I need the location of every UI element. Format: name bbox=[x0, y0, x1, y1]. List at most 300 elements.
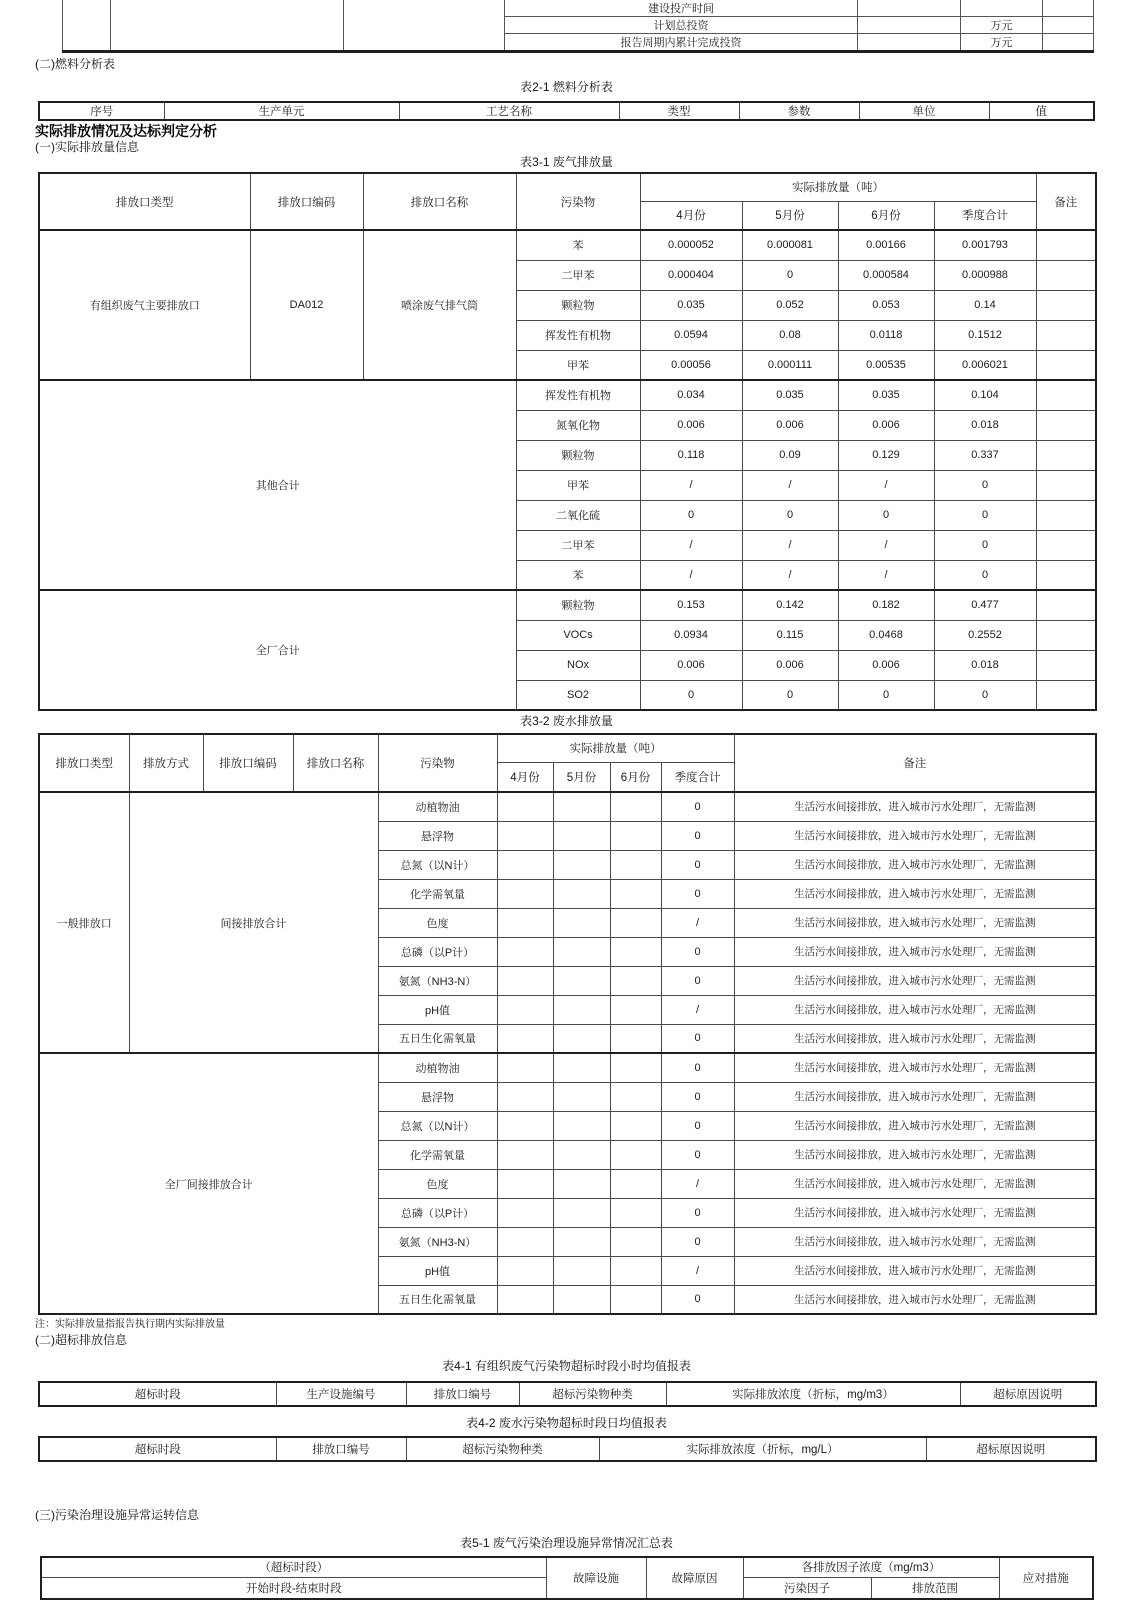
column-header: 排放口类型 bbox=[39, 173, 250, 230]
exceed-section-heading: (二)超标排放信息 bbox=[35, 1333, 127, 1347]
empty-cell bbox=[63, 0, 111, 52]
quarter-total-cell: 0 bbox=[661, 879, 734, 908]
table-row bbox=[39, 1053, 1096, 1082]
outlet-group-cell: 间接排放合计 bbox=[129, 792, 378, 1053]
column-header: 超标污染物种类 bbox=[406, 1437, 599, 1461]
value-cell: 0.142 bbox=[742, 590, 838, 620]
quarter-total-cell: 0 bbox=[661, 1198, 734, 1227]
value-cell bbox=[553, 937, 610, 966]
period-header: 4月份 bbox=[640, 201, 742, 230]
empty-cell bbox=[111, 0, 344, 52]
column-header: 排放口编码 bbox=[250, 173, 363, 230]
investment-summary-table bbox=[62, 0, 1094, 53]
remark-cell bbox=[1036, 470, 1096, 500]
table2-1-caption: 表2-1 燃料分析表 bbox=[520, 80, 613, 94]
quarter-total-cell: / bbox=[661, 995, 734, 1024]
value-cell: 0.006 bbox=[742, 650, 838, 680]
value-cell bbox=[610, 1024, 661, 1053]
pollutant-cell: 悬浮物 bbox=[378, 821, 497, 850]
quarter-total-cell: 0 bbox=[661, 1140, 734, 1169]
pollutant-cell: 苯 bbox=[516, 560, 640, 590]
table3-2-caption: 表3-2 废水排放量 bbox=[520, 714, 613, 728]
remark-cell bbox=[1036, 620, 1096, 650]
exceed-period-header: （超标时段） bbox=[41, 1557, 546, 1577]
remark-cell bbox=[1036, 260, 1096, 290]
remark-cell bbox=[1036, 320, 1096, 350]
water-exceed-table bbox=[38, 1436, 1097, 1462]
remark-cell bbox=[1036, 350, 1096, 380]
value-cell bbox=[858, 17, 961, 34]
value-cell bbox=[497, 850, 553, 879]
column-header: 排放口编号 bbox=[276, 1437, 406, 1461]
emission-range-header: 排放范围 bbox=[871, 1577, 999, 1599]
column-header: 排放口类型 bbox=[39, 734, 129, 792]
pollutant-cell: 总磷（以P计） bbox=[378, 1198, 497, 1227]
pollutant-cell: 五日生化需氧量 bbox=[378, 1024, 497, 1053]
value-cell bbox=[497, 908, 553, 937]
table3-1-caption: 表3-1 废气排放量 bbox=[520, 155, 613, 169]
value-cell: 0.000081 bbox=[742, 230, 838, 260]
quarter-total-cell: 0 bbox=[661, 792, 734, 821]
table4-1-caption: 表4-1 有组织废气污染物超标时段小时均值报表 bbox=[442, 1359, 691, 1373]
table-row bbox=[39, 380, 1096, 410]
remark-cell: 生活污水间接排放，进入城市污水处理厂，无需监测 bbox=[734, 1285, 1096, 1314]
value-cell bbox=[497, 937, 553, 966]
value-cell bbox=[553, 1053, 610, 1082]
remark-cell: 生活污水间接排放，进入城市污水处理厂，无需监测 bbox=[734, 966, 1096, 995]
fuel-analysis-table bbox=[38, 101, 1095, 121]
table-row bbox=[39, 792, 1096, 821]
value-cell: 0.006 bbox=[742, 410, 838, 440]
value-cell: 0.006 bbox=[838, 650, 934, 680]
quarter-total-cell: 0 bbox=[661, 937, 734, 966]
value-cell bbox=[610, 1140, 661, 1169]
period-header: 5月份 bbox=[742, 201, 838, 230]
value-cell bbox=[1043, 17, 1094, 34]
value-cell: / bbox=[742, 530, 838, 560]
emission-section-heading: 实际排放情况及达标判定分析 bbox=[35, 123, 217, 139]
pollutant-cell: 悬浮物 bbox=[378, 1082, 497, 1111]
remark-cell: 生活污水间接排放，进入城市污水处理厂，无需监测 bbox=[734, 1111, 1096, 1140]
remark-cell: 生活污水间接排放，进入城市污水处理厂，无需监测 bbox=[734, 995, 1096, 1024]
pollutant-cell: 二氧化硫 bbox=[516, 500, 640, 530]
fault-facility-header: 故障设施 bbox=[546, 1557, 646, 1599]
pollutant-cell: 二甲苯 bbox=[516, 530, 640, 560]
value-cell: / bbox=[742, 560, 838, 590]
value-cell: / bbox=[838, 470, 934, 500]
gas-emission-table bbox=[38, 172, 1097, 711]
value-cell: 0.000404 bbox=[640, 260, 742, 290]
pollutant-cell: 颗粒物 bbox=[516, 290, 640, 320]
value-cell bbox=[497, 1082, 553, 1111]
value-cell bbox=[610, 879, 661, 908]
quarter-total-cell: 0 bbox=[661, 850, 734, 879]
value-cell bbox=[610, 1082, 661, 1111]
unit-cell bbox=[961, 0, 1043, 17]
column-header: 污染物 bbox=[516, 173, 640, 230]
column-header: 超标原因说明 bbox=[960, 1382, 1096, 1406]
value-cell bbox=[497, 821, 553, 850]
amount-header: 实际排放量（吨） bbox=[640, 173, 1036, 201]
value-cell: 0.006 bbox=[838, 410, 934, 440]
header-row bbox=[39, 102, 1094, 120]
outlet-group-cell: 全厂合计 bbox=[39, 590, 516, 710]
column-header: 工艺名称 bbox=[399, 102, 619, 120]
value-cell: 0.035 bbox=[838, 380, 934, 410]
value-cell bbox=[610, 966, 661, 995]
table-row bbox=[39, 230, 1096, 260]
period-header: 季度合计 bbox=[661, 762, 734, 792]
treatment-abnormal-table bbox=[40, 1556, 1094, 1600]
remark-cell: 生活污水间接排放，进入城市污水处理厂，无需监测 bbox=[734, 1169, 1096, 1198]
header-row bbox=[41, 1557, 1093, 1577]
value-cell bbox=[497, 995, 553, 1024]
pollutant-cell: 五日生化需氧量 bbox=[378, 1285, 497, 1314]
value-cell: 0.477 bbox=[934, 590, 1036, 620]
column-header: 超标原因说明 bbox=[926, 1437, 1096, 1461]
pollutant-cell: NOx bbox=[516, 650, 640, 680]
value-cell bbox=[553, 908, 610, 937]
value-cell bbox=[553, 879, 610, 908]
value-cell: 0.053 bbox=[838, 290, 934, 320]
quarter-total-cell: 0 bbox=[661, 1111, 734, 1140]
fuel-section-heading: (二)燃料分析表 bbox=[35, 57, 115, 71]
value-cell bbox=[610, 1227, 661, 1256]
column-header: 排放方式 bbox=[129, 734, 203, 792]
value-cell: 0.035 bbox=[640, 290, 742, 320]
pollutant-cell: 化学需氧量 bbox=[378, 1140, 497, 1169]
quarter-total-cell: 0 bbox=[661, 1227, 734, 1256]
remark-cell bbox=[1036, 410, 1096, 440]
value-cell: 0.00166 bbox=[838, 230, 934, 260]
gas-exceed-table bbox=[38, 1381, 1097, 1407]
value-cell: / bbox=[742, 470, 838, 500]
value-cell bbox=[497, 1256, 553, 1285]
value-cell: 0.018 bbox=[934, 410, 1036, 440]
remark-header: 备注 bbox=[734, 734, 1096, 792]
quarter-total-cell: 0 bbox=[661, 1285, 734, 1314]
table-row bbox=[39, 590, 1096, 620]
value-cell: 0.129 bbox=[838, 440, 934, 470]
pollutant-cell: pH值 bbox=[378, 995, 497, 1024]
value-cell: 0.006021 bbox=[934, 350, 1036, 380]
quarter-total-cell: 0 bbox=[661, 1053, 734, 1082]
remark-cell: 生活污水间接排放，进入城市污水处理厂，无需监测 bbox=[734, 850, 1096, 879]
value-cell bbox=[553, 1227, 610, 1256]
value-cell: 0 bbox=[934, 470, 1036, 500]
pollutant-cell: VOCs bbox=[516, 620, 640, 650]
remark-cell bbox=[1036, 530, 1096, 560]
column-header: 超标时段 bbox=[39, 1437, 276, 1461]
pollutant-cell: 氨氮（NH3-N） bbox=[378, 966, 497, 995]
unit-cell: 万元 bbox=[961, 17, 1043, 34]
outlet-group-cell: 全厂间接排放合计 bbox=[39, 1053, 378, 1314]
value-cell bbox=[610, 995, 661, 1024]
value-cell: 0.000988 bbox=[934, 260, 1036, 290]
value-cell bbox=[858, 0, 961, 17]
value-cell bbox=[553, 1198, 610, 1227]
value-cell: 0.0118 bbox=[838, 320, 934, 350]
value-cell: 0.000052 bbox=[640, 230, 742, 260]
value-cell: 0.118 bbox=[640, 440, 742, 470]
remark-cell: 生活污水间接排放，进入城市污水处理厂，无需监测 bbox=[734, 879, 1096, 908]
outlet-code-cell: DA012 bbox=[250, 230, 363, 380]
remark-cell bbox=[1036, 560, 1096, 590]
field-label-cell: 计划总投资 bbox=[505, 17, 858, 34]
value-cell bbox=[858, 34, 961, 52]
value-cell bbox=[497, 1227, 553, 1256]
remark-cell: 生活污水间接排放，进入城市污水处理厂，无需监测 bbox=[734, 792, 1096, 821]
column-header: 超标时段 bbox=[39, 1382, 276, 1406]
value-cell bbox=[610, 1053, 661, 1082]
remark-cell: 生活污水间接排放，进入城市污水处理厂，无需监测 bbox=[734, 1024, 1096, 1053]
value-cell: 0.001793 bbox=[934, 230, 1036, 260]
field-label-cell: 报告周期内累计完成投资 bbox=[505, 34, 858, 52]
pollutant-cell: 氮氧化物 bbox=[516, 410, 640, 440]
outlet-group-cell: 其他合计 bbox=[39, 380, 516, 590]
pollutant-cell: 动植物油 bbox=[378, 1053, 497, 1082]
pollutant-cell: 总氮（以N计） bbox=[378, 850, 497, 879]
remark-cell bbox=[1036, 680, 1096, 710]
period-header: 5月份 bbox=[553, 762, 610, 792]
value-cell: 0.153 bbox=[640, 590, 742, 620]
column-header: 单位 bbox=[859, 102, 989, 120]
pollutant-cell: 苯 bbox=[516, 230, 640, 260]
column-header: 类型 bbox=[619, 102, 739, 120]
value-cell: 0.0934 bbox=[640, 620, 742, 650]
column-header: 排放口名称 bbox=[293, 734, 378, 792]
remark-cell: 生活污水间接排放，进入城市污水处理厂，无需监测 bbox=[734, 821, 1096, 850]
value-cell: 0.034 bbox=[640, 380, 742, 410]
value-cell bbox=[553, 1111, 610, 1140]
pollutant-cell: 动植物油 bbox=[378, 792, 497, 821]
value-cell: / bbox=[640, 530, 742, 560]
value-cell: 0.104 bbox=[934, 380, 1036, 410]
column-header: 值 bbox=[989, 102, 1094, 120]
value-cell: 0 bbox=[742, 680, 838, 710]
outlet-type-cell: 一般排放口 bbox=[39, 792, 129, 1053]
column-header: 污染物 bbox=[378, 734, 497, 792]
value-cell bbox=[610, 908, 661, 937]
value-cell bbox=[497, 966, 553, 995]
pollutant-cell: 挥发性有机物 bbox=[516, 320, 640, 350]
period-detail-header: 开始时段-结束时段 bbox=[41, 1577, 546, 1599]
pollutant-cell: 总氮（以N计） bbox=[378, 1111, 497, 1140]
value-cell: 0 bbox=[838, 680, 934, 710]
value-cell bbox=[610, 792, 661, 821]
value-cell bbox=[610, 1111, 661, 1140]
period-header: 6月份 bbox=[610, 762, 661, 792]
quarter-total-cell: 0 bbox=[661, 1024, 734, 1053]
water-emission-table bbox=[38, 733, 1097, 1315]
column-header: 排放口编号 bbox=[406, 1382, 519, 1406]
value-cell bbox=[1043, 34, 1094, 52]
value-cell bbox=[497, 1140, 553, 1169]
pollutant-cell: 色度 bbox=[378, 1169, 497, 1198]
remark-cell bbox=[1036, 590, 1096, 620]
value-cell bbox=[497, 792, 553, 821]
quarter-total-cell: 0 bbox=[661, 1082, 734, 1111]
remark-cell bbox=[1036, 440, 1096, 470]
value-cell: 0.115 bbox=[742, 620, 838, 650]
value-cell: 0.035 bbox=[742, 380, 838, 410]
remark-cell: 生活污水间接排放，进入城市污水处理厂，无需监测 bbox=[734, 908, 1096, 937]
header-row bbox=[39, 173, 1096, 201]
value-cell: 0.2552 bbox=[934, 620, 1036, 650]
value-cell bbox=[610, 937, 661, 966]
value-cell: / bbox=[838, 560, 934, 590]
remark-cell: 生活污水间接排放，进入城市污水处理厂，无需监测 bbox=[734, 937, 1096, 966]
remark-cell: 生活污水间接排放，进入城市污水处理厂，无需监测 bbox=[734, 1256, 1096, 1285]
quarter-total-cell: 0 bbox=[661, 821, 734, 850]
value-cell: 0.0594 bbox=[640, 320, 742, 350]
emission-note: 注：实际排放量指报告执行期内实际排放量 bbox=[35, 1319, 225, 1330]
value-cell bbox=[553, 821, 610, 850]
pollutant-cell: 色度 bbox=[378, 908, 497, 937]
pollutant-cell: 甲苯 bbox=[516, 470, 640, 500]
value-cell bbox=[497, 1053, 553, 1082]
value-cell: 0.00535 bbox=[838, 350, 934, 380]
value-cell bbox=[553, 1140, 610, 1169]
value-cell bbox=[610, 1285, 661, 1314]
value-cell: / bbox=[640, 470, 742, 500]
pollutant-cell: 颗粒物 bbox=[516, 440, 640, 470]
field-label-cell: 建设投产时间 bbox=[505, 0, 858, 17]
column-header: 排放口编码 bbox=[203, 734, 293, 792]
value-cell: 0.018 bbox=[934, 650, 1036, 680]
value-cell: 0.006 bbox=[640, 650, 742, 680]
value-cell: 0 bbox=[640, 680, 742, 710]
value-cell bbox=[497, 1169, 553, 1198]
header-row bbox=[39, 734, 1096, 762]
column-header: 超标污染物种类 bbox=[519, 1382, 666, 1406]
pollutant-cell: 二甲苯 bbox=[516, 260, 640, 290]
value-cell bbox=[553, 792, 610, 821]
period-header: 季度合计 bbox=[934, 201, 1036, 230]
value-cell bbox=[610, 821, 661, 850]
value-cell bbox=[497, 1198, 553, 1227]
value-cell bbox=[553, 1024, 610, 1053]
value-cell bbox=[553, 1285, 610, 1314]
outlet-name-cell: 喷涂废气排气筒 bbox=[363, 230, 516, 380]
value-cell: 0.182 bbox=[838, 590, 934, 620]
abnormal-section-heading: (三)污染治理设施异常运转信息 bbox=[35, 1508, 199, 1522]
emission-sub-heading: (一)实际排放量信息 bbox=[35, 140, 139, 154]
table5-1-caption: 表5-1 废气污染治理设施异常情况汇总表 bbox=[460, 1536, 673, 1550]
outlet-type-cell: 有组织废气主要排放口 bbox=[39, 230, 250, 380]
value-cell: 0 bbox=[640, 500, 742, 530]
column-header: 实际排放浓度（折标，mg/m3） bbox=[666, 1382, 960, 1406]
value-cell: 0 bbox=[934, 560, 1036, 590]
remark-header: 备注 bbox=[1036, 173, 1096, 230]
value-cell bbox=[497, 879, 553, 908]
remark-cell: 生活污水间接排放，进入城市污水处理厂，无需监测 bbox=[734, 1082, 1096, 1111]
remark-cell bbox=[1036, 650, 1096, 680]
column-header: 生产单元 bbox=[164, 102, 399, 120]
amount-header: 实际排放量（吨） bbox=[497, 734, 734, 762]
pollutant-cell: 甲苯 bbox=[516, 350, 640, 380]
value-cell: 0 bbox=[934, 680, 1036, 710]
remark-cell bbox=[1036, 380, 1096, 410]
value-cell bbox=[497, 1285, 553, 1314]
pollutant-cell: 挥发性有机物 bbox=[516, 380, 640, 410]
value-cell: 0.000111 bbox=[742, 350, 838, 380]
fault-reason-header: 故障原因 bbox=[646, 1557, 743, 1599]
column-header: 实际排放浓度（折标，mg/L） bbox=[599, 1437, 926, 1461]
pollutant-cell: pH值 bbox=[378, 1256, 497, 1285]
table-row bbox=[63, 0, 1094, 17]
pollutant-cell: SO2 bbox=[516, 680, 640, 710]
value-cell: 0.08 bbox=[742, 320, 838, 350]
value-cell: / bbox=[640, 560, 742, 590]
unit-cell: 万元 bbox=[961, 34, 1043, 52]
response-header: 应对措施 bbox=[999, 1557, 1093, 1599]
value-cell bbox=[553, 966, 610, 995]
column-header: 排放口名称 bbox=[363, 173, 516, 230]
value-cell bbox=[553, 1256, 610, 1285]
value-cell bbox=[553, 1169, 610, 1198]
value-cell bbox=[610, 850, 661, 879]
value-cell bbox=[497, 1024, 553, 1053]
value-cell: 0 bbox=[742, 260, 838, 290]
empty-cell bbox=[344, 0, 505, 52]
pollutant-cell: 氨氮（NH3-N） bbox=[378, 1227, 497, 1256]
quarter-total-cell: 0 bbox=[661, 966, 734, 995]
value-cell: 0.337 bbox=[934, 440, 1036, 470]
remark-cell: 生活污水间接排放，进入城市污水处理厂，无需监测 bbox=[734, 1140, 1096, 1169]
value-cell bbox=[610, 1198, 661, 1227]
value-cell: 0 bbox=[934, 500, 1036, 530]
pollutant-cell: 总磷（以P计） bbox=[378, 937, 497, 966]
value-cell: 0.1512 bbox=[934, 320, 1036, 350]
value-cell bbox=[553, 850, 610, 879]
column-header: 生产设施编号 bbox=[276, 1382, 406, 1406]
quarter-total-cell: / bbox=[661, 908, 734, 937]
header-row bbox=[39, 1382, 1096, 1406]
value-cell bbox=[497, 1111, 553, 1140]
value-cell: 0.00056 bbox=[640, 350, 742, 380]
value-cell: 0.14 bbox=[934, 290, 1036, 320]
value-cell: 0.0468 bbox=[838, 620, 934, 650]
value-cell bbox=[553, 1082, 610, 1111]
quarter-total-cell: / bbox=[661, 1169, 734, 1198]
pollutant-factor-header: 污染因子 bbox=[743, 1577, 871, 1599]
value-cell: 0 bbox=[838, 500, 934, 530]
value-cell: 0 bbox=[742, 500, 838, 530]
remark-cell bbox=[1036, 230, 1096, 260]
period-header: 6月份 bbox=[838, 201, 934, 230]
column-header: 序号 bbox=[39, 102, 164, 120]
quarter-total-cell: / bbox=[661, 1256, 734, 1285]
value-cell bbox=[553, 995, 610, 1024]
remark-cell bbox=[1036, 290, 1096, 320]
factor-concentration-header: 各排放因子浓度（mg/m3） bbox=[743, 1557, 999, 1577]
value-cell bbox=[610, 1169, 661, 1198]
value-cell: 0.006 bbox=[640, 410, 742, 440]
remark-cell: 生活污水间接排放，进入城市污水处理厂，无需监测 bbox=[734, 1198, 1096, 1227]
value-cell bbox=[610, 1256, 661, 1285]
remark-cell bbox=[1036, 500, 1096, 530]
value-cell bbox=[1043, 0, 1094, 17]
remark-cell: 生活污水间接排放，进入城市污水处理厂，无需监测 bbox=[734, 1227, 1096, 1256]
value-cell: 0.09 bbox=[742, 440, 838, 470]
header-row bbox=[39, 1437, 1096, 1461]
pollutant-cell: 化学需氧量 bbox=[378, 879, 497, 908]
value-cell: 0.052 bbox=[742, 290, 838, 320]
column-header: 参数 bbox=[739, 102, 859, 120]
table4-2-caption: 表4-2 废水污染物超标时段日均值报表 bbox=[466, 1416, 667, 1430]
period-header: 4月份 bbox=[497, 762, 553, 792]
